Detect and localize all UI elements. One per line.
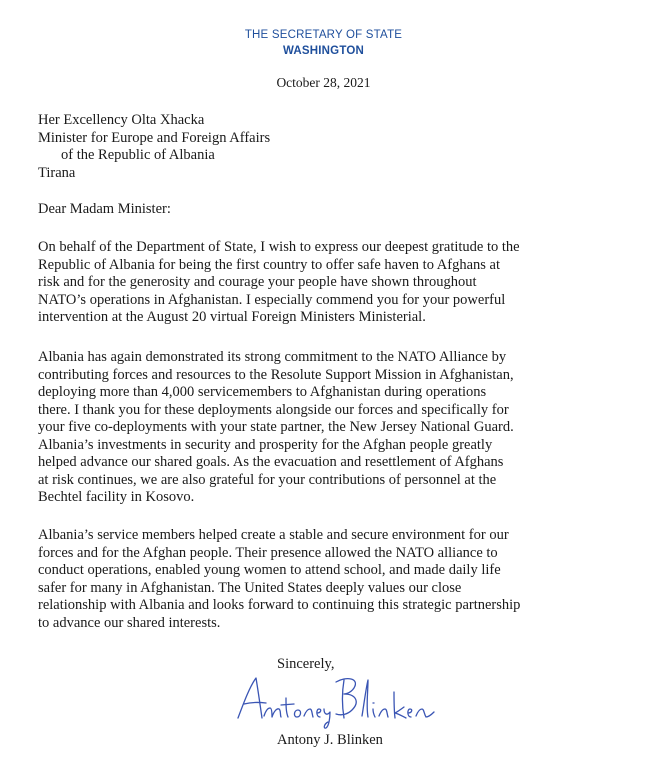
paragraph-line: contributing forces and resources to the Resolute Support Mission in Afghanistan,	[38, 366, 514, 383]
paragraph-line: intervention at the August 20 virtual Foreign Ministers Ministerial.	[38, 309, 426, 325]
paragraph-line: On behalf of the Department of State, I wish to express our deepest gratitude to the	[38, 239, 520, 255]
signer-name: Antony J. Blinken	[277, 732, 383, 748]
paragraph-line: Bechtel facility in Kosovo.	[38, 489, 195, 505]
paragraph-line: relationship with Albania and looks forward to continuing this strategic partnership	[38, 597, 521, 613]
paragraph-line: deploying more than 4,000 servicemembers to Afghanistan during operations	[38, 384, 487, 400]
paragraph-line: Albania’s service members helped create a stable and secure environment for our	[38, 527, 509, 543]
paragraph-line: to advance our shared interests.	[38, 614, 221, 631]
paragraph-line: there. I thank you for these deployments alongside our forces and specifically for	[38, 401, 509, 418]
closing: Sincerely,	[277, 656, 335, 672]
salutation: Dear Madam Minister:	[38, 201, 171, 217]
letter-date: October 28, 2021	[276, 75, 371, 90]
paragraph-line: Albania has again demonstrated its strong commitment to the NATO Alliance by	[38, 349, 507, 365]
paragraph-line: your five co-deployments with your state partner, the New Jersey National Guard.	[38, 419, 514, 435]
letterhead-title: THE SECRETARY OF STATE	[244, 29, 403, 41]
paragraph	[38, 239, 578, 327]
addressee-block	[38, 112, 270, 182]
paragraph-line: safer for many in Afghanistan. The United States deeply values our close	[38, 579, 462, 596]
paragraph-line: conduct operations, enabled young women to attend school, and made daily life	[38, 562, 501, 578]
paragraph-line: forces and for the Afghan people. Their presence allowed the NATO alliance to	[38, 544, 498, 561]
letterhead-city: WASHINGTON	[282, 45, 364, 57]
addressee-name: Her Excellency Olta Xhacka	[38, 112, 205, 128]
paragraph-line: Albania’s investments in security and prosperity for the Afghan people greatly	[38, 436, 493, 453]
letterhead	[0, 27, 647, 59]
signature-image	[232, 672, 447, 732]
paragraph	[38, 349, 578, 507]
paragraph-line: Republic of Albania for being the first country to offer safe haven to Afghans at	[38, 256, 500, 273]
addressee-city: Tirana	[38, 164, 76, 181]
paragraph	[38, 527, 578, 632]
addressee-country: of the Republic of Albania	[61, 147, 215, 163]
paragraph-line: NATO’s operations in Afghanistan. I especially commend you for your powerful	[38, 291, 506, 308]
addressee-title: Minister for Europe and Foreign Affairs	[38, 129, 271, 146]
paragraph-line: at risk continues, we are also grateful for your contributions of personnel at the	[38, 471, 497, 488]
paragraph-line: risk and for the generosity and courage your people have shown throughout	[38, 274, 477, 290]
paragraph-line: helped advance our shared goals. As the evacuation and resettlement of Afghans	[38, 454, 504, 470]
